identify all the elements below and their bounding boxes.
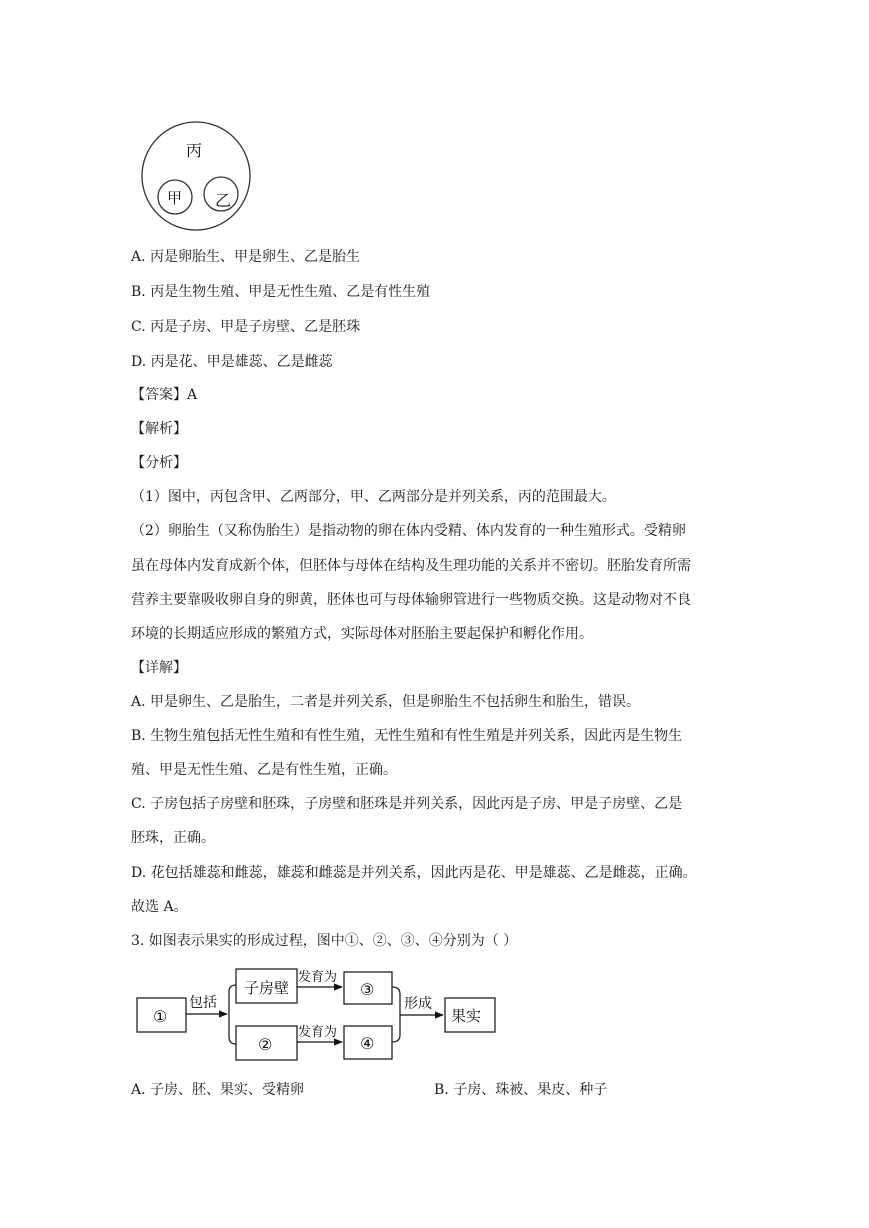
fenxi-heading: 【分析】 [131, 455, 187, 471]
box-2-label: ② [258, 1035, 273, 1054]
q3-option-a: A. 子房、胚、果实、受精卵 [131, 1082, 305, 1098]
option-b: B. 丙是生物生殖、甲是无性生殖、乙是有性生殖 [131, 284, 431, 300]
detail-line-1: A. 甲是卵生、乙是胎生，二者是并列关系，但是卵胎生不包括卵生和胎生，错误。 [131, 694, 641, 710]
analysis-line-5: 环境的长期适应形成的繁殖方式，实际母体对胚胎主要起保护和孵化作用。 [131, 626, 593, 642]
analysis-line-2: （2）卵胎生（又称伪胎生）是指动物的卵在体内受精、体内发育的一种生殖形式。受精卵 [131, 523, 686, 539]
q3-option-b: B. 子房、珠被、果皮、种子 [434, 1082, 608, 1098]
answer: 【答案】A [131, 387, 198, 403]
detail-line-5: 胚珠，正确。 [131, 830, 215, 846]
form-bracket [392, 987, 400, 1042]
detail-line-4: C. 子房包括子房壁和胚珠，子房壁和胚珠是并列关系，因此丙是子房、甲是子房壁、乙是 [131, 796, 683, 812]
q3-stem: 3. 如图表示果实的形成过程，图中①、②、③、④分别为（ ） [131, 933, 518, 949]
detail-line-6: D. 花包括雄蕊和雌蕊，雄蕊和雌蕊是并列关系，因此丙是花、甲是雄蕊、乙是雌蕊，正确。 [131, 865, 697, 881]
analysis-line-1: （1）图中，丙包含甲、乙两部分，甲、乙两部分是并列关系，丙的范围最大。 [131, 489, 616, 505]
option-c: C. 丙是子房、甲是子房壁、乙是胚珠 [131, 319, 361, 335]
detail-line-3: 殖、甲是无性生殖、乙是有性生殖，正确。 [131, 762, 397, 778]
analysis-heading: 【解析】 [131, 421, 187, 437]
option-d: D. 丙是花、甲是雄蕊、乙是雌蕊 [131, 354, 333, 370]
box-zifangbi-label: 子房壁 [244, 979, 290, 997]
box-fruit-label: 果实 [451, 1007, 482, 1025]
box-1-label: ① [153, 1007, 168, 1026]
box-3-label: ③ [360, 980, 375, 999]
analysis-line-3: 虽在母体内发育成新个体，但胚体与母体在结构及生理功能的关系并不密切。胚胎发育所需 [131, 558, 691, 574]
option-a: A. 丙是卵胎生、甲是卵生、乙是胎生 [131, 249, 361, 265]
venn-diagram [133, 120, 265, 232]
venn-label-left: 甲 [167, 189, 183, 207]
detail-heading: 【详解】 [131, 660, 187, 676]
analysis-line-4: 营养主要靠吸收卵自身的卵黄，胚体也可与母体输卵管进行一些物质交换。这是动物对不良 [131, 592, 691, 608]
develop-label-bottom: 发育为 [298, 1025, 338, 1040]
outer-circle [142, 122, 250, 230]
venn-label-outer: 丙 [186, 141, 203, 160]
develop-label-top: 发育为 [298, 970, 338, 985]
detail-line-7: 故选 A。 [131, 899, 188, 915]
detail-line-2: B. 生物生殖包括无性生殖和有性生殖，无性生殖和有性生殖是并列关系，因此丙是生物生 [131, 728, 683, 744]
include-label: 包括 [189, 995, 217, 1011]
form-label: 形成 [404, 996, 432, 1012]
box-4-label: ④ [360, 1034, 375, 1053]
venn-label-right: 乙 [215, 191, 232, 210]
include-bracket [229, 985, 236, 1044]
fruit-formation-diagram [130, 965, 505, 1061]
